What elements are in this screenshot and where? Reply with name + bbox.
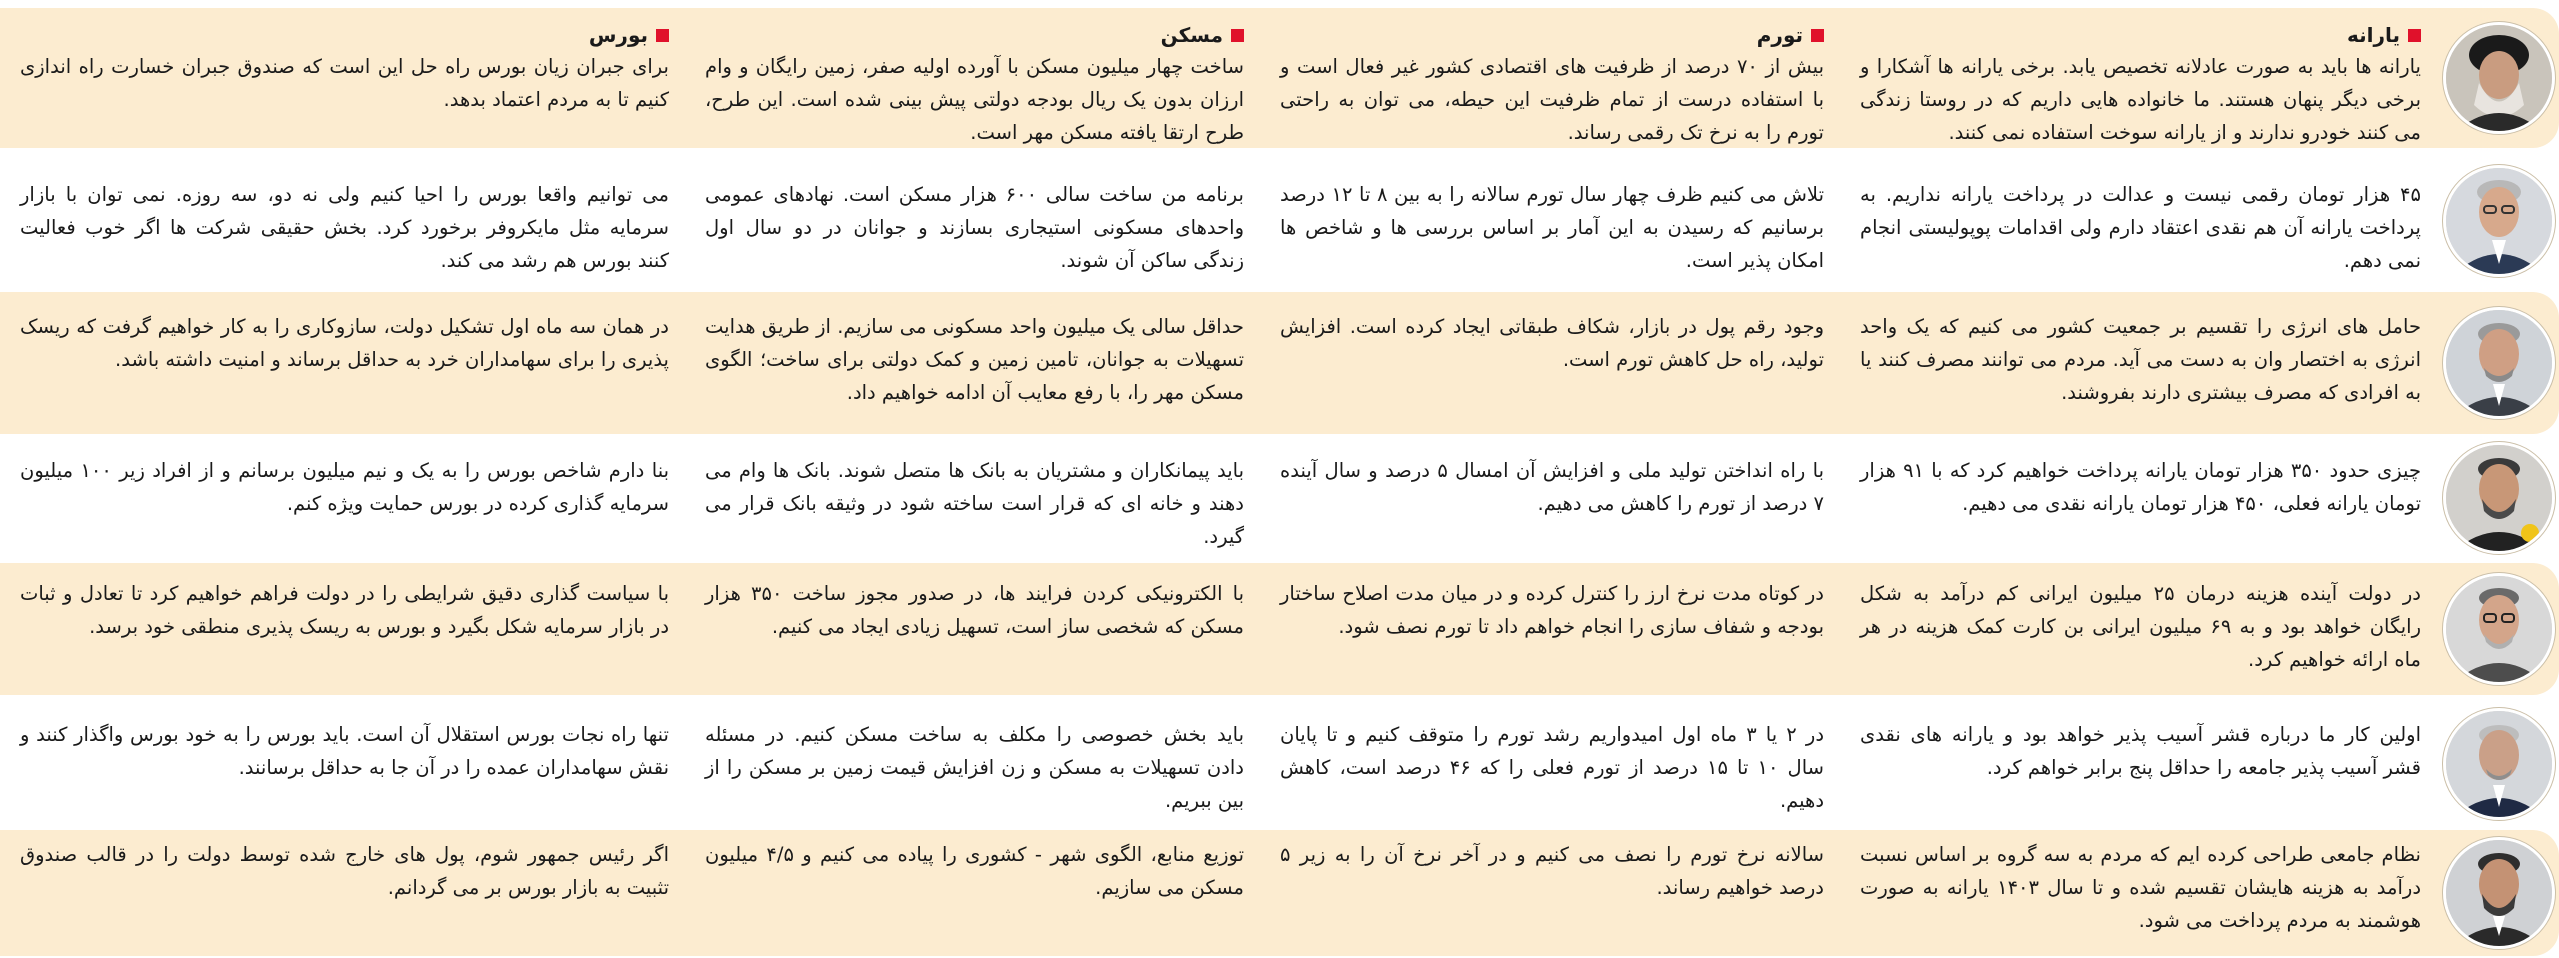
cell-text: توزیع منابع، الگوی شهر - کشوری را پیاده می کنیم و ۴/۵ میلیون مسکن می سازیم. [705, 843, 1245, 899]
candidate-avatar [2443, 708, 2555, 820]
candidate-avatar [2443, 22, 2555, 134]
cell-text: حامل های انرژی را تقسیم بر جمعیت کشور می کنیم که یک واحد انرژی به اختصار وان به دست می آید. مردم می توانند مصرف کنند یا به افرادی که مصرف بیشتری دارند بفروشند. [1860, 315, 2421, 404]
cell-text: در دولت آینده هزینه درمان ۲۵ میلیون ایرانی کم درآمد به شکل رایگان خواهد بود و به ۶۹ میلیون ایرانی بن کارت کمک هزینه در هر ماه ارائه خواهیم کرد. [1860, 582, 2421, 671]
cell-yaraneh [1842, 830, 2439, 956]
cell-tavarrom [1262, 158, 1842, 284]
candidate-avatar [2443, 837, 2555, 949]
candidate-avatar [2443, 307, 2555, 419]
cell-text: باید بخش خصوصی را مکلف به ساخت مسکن کنیم. در مسئله دادن تسهیلات به مسکن و زن افزایش قیمت زمین بر مسکن را از بین ببریم. [705, 723, 1244, 812]
cell-tavarrom [1262, 8, 1842, 148]
cell-text: بیش از ۷۰ درصد از ظرفیت های اقتصادی کشور غیر فعال است و با استفاده درست از تمام ظرفیت این حیطه، می توان به راحتی تورم را به نرخ تک رقمی رساند. [1280, 55, 1824, 144]
table-row [0, 700, 2559, 828]
photo-cell [2439, 158, 2559, 284]
cell-bourse [2, 830, 687, 956]
photo-cell [2439, 563, 2559, 695]
cell-tavarrom [1262, 700, 1842, 828]
cell-yaraneh [1842, 158, 2439, 284]
photo-cell [2439, 700, 2559, 828]
candidate-avatar [2443, 165, 2555, 277]
cell-text: نظام جامعی طراحی کرده ایم که مردم به سه گروه بر اساس نسبت درآمد به هزینه هایشان تقسیم شده و تا سال ۱۴۰۳ یارانه به صورت هوشمند به مردم پرداخت می شود. [1860, 843, 2421, 932]
cell-maskan [687, 158, 1262, 284]
cell-text: وجود رقم پول در بازار، شکاف طبقاتی ایجاد کرده است. افزایش تولید، راه حل کاهش تورم است. [1280, 315, 1824, 371]
cell-bourse [2, 158, 687, 284]
cell-bourse [2, 563, 687, 695]
cell-tavarrom [1262, 563, 1842, 695]
red-square-icon [2408, 29, 2421, 42]
table-row [0, 438, 2559, 558]
table-row [0, 292, 2559, 434]
cell-yaraneh [1842, 700, 2439, 828]
cell-text: حداقل سالی یک میلیون واحد مسکونی می سازیم. از طریق هدایت تسهیلات به جوانان، تامین زمین و کمک دولتی برای ساخت؛ الگوی مسکن مهر را، با رفع معایب آن ادامه خواهیم داد. [705, 315, 1244, 404]
column-header-yaraneh: یارانه [1860, 22, 2421, 48]
table-row [0, 8, 2559, 148]
cell-text: در کوتاه مدت نرخ ارز را کنترل کرده و در میان مدت اصلاح ساختار بودجه و شفاف سازی را انجام خواهم داد تا تورم نصف شود. [1280, 582, 1824, 638]
photo-cell [2439, 830, 2559, 956]
cell-text: با راه انداختن تولید ملی و افزایش آن امسال ۵ درصد و سال آینده ۷ درصد از تورم را کاهش می دهیم. [1280, 459, 1825, 515]
cell-text: ۴۵ هزار تومان رقمی نیست و عدالت در پرداخت یارانه نداریم. به پرداخت یارانه آن هم نقدی اعتقاد دارم ولی اقدامات پوپولیستی انجام نمی دهم. [1860, 183, 2421, 272]
candidate-avatar [2443, 573, 2555, 685]
cell-maskan [687, 8, 1262, 148]
cell-text: یارانه ها باید به صورت عادلانه تخصیص یابد. برخی یارانه ها آشکارا و برخی دیگر پنهان هستند. ما خانواده هایی داریم که در روستا زندگی می کنند خودرو ندارند و از یارانه سوخت استفاده نمی کنند. [1860, 55, 2421, 144]
cell-maskan [687, 563, 1262, 695]
cell-text: با الکترونیکی کردن فرایند ها، در صدور مجوز ساخت ۳۵۰ هزار مسکن که شخصی ساز است، تسهیل زیادی ایجاد می کنیم. [705, 582, 1244, 638]
cell-maskan [687, 292, 1262, 434]
cell-text: در همان سه ماه اول تشکیل دولت، سازوکاری را به کار خواهیم گرفت که ریسک پذیری را برای سهامداران خرد به حداقل برساند و امنیت داشته باشد. [20, 315, 669, 371]
cell-text: تنها راه نجات بورس استقلال آن است. باید بورس را به خود بورس واگذار کنند و نقش سهامداران عمده را در آن جا به حداقل برسانند. [20, 723, 669, 779]
cell-text: می توانیم واقعا بورس را احیا کنیم ولی نه دو، سه روزه. نمی توان با بازار سرمایه مثل مایکروفر برخورد کرد. بخش حقیقی شرکت ها اگر خوب فعالیت کنند بورس هم رشد می کند. [20, 183, 669, 272]
cell-text: سالانه نرخ تورم را نصف می کنیم و در آخر نرخ آن را به زیر ۵ درصد خواهیم رساند. [1280, 843, 1824, 899]
cell-bourse [2, 700, 687, 828]
cell-text: با سیاست گذاری دقیق شرایطی را در دولت فراهم خواهیم کرد تا تعادل و ثبات در بازار سرمایه شکل بگیرد و بورس به ریسک پذیری منطقی خود برسد. [20, 582, 669, 638]
cell-text: اگر رئیس جمهور شوم، پول های خارج شده توسط دولت را در قالب صندوق تثبیت به بازار بورس بر می گردانم. [20, 843, 669, 899]
cell-yaraneh [1842, 292, 2439, 434]
cell-text: چیزی حدود ۳۵۰ هزار تومان یارانه پرداخت خواهیم کرد که با ۹۱ هزار تومان یارانه فعلی، ۴۵۰ هزار تومان یارانه نقدی می دهیم. [1860, 459, 2421, 515]
table-row [0, 158, 2559, 284]
cell-text: باید پیمانکاران و مشتریان به بانک ها متصل شوند. بانک ها وام می دهند و خانه ای که قرار است ساخته شود در وثیقه بانک قرار می گیرد. [705, 459, 1244, 548]
cell-text: اولین کار ما درباره قشر آسیب پذیر خواهد بود و یارانه های نقدی قشر آسیب پذیر جامعه را حداقل پنج برابر خواهم کرد. [1860, 723, 2421, 779]
photo-cell [2439, 8, 2559, 148]
cell-text: برنامه من ساخت سالی ۶۰۰ هزار مسکن است. نهادهای عمومی واحدهای مسکونی استیجاری بسازند و جوانان در دو سال اول زندگی ساکن آن شوند. [705, 183, 1244, 272]
column-header-tavarrom: تورم [1280, 22, 1824, 48]
cell-bourse [2, 8, 687, 148]
cell-tavarrom [1262, 438, 1842, 558]
cell-tavarrom [1262, 830, 1842, 956]
column-header-maskan: مسکن [705, 22, 1244, 48]
cell-text: برای جبران زیان بورس راه حل این است که صندوق جبران خسارت راه اندازی کنیم تا به مردم اعتماد بدهد. [20, 55, 669, 111]
cell-yaraneh [1842, 438, 2439, 558]
table-row [0, 563, 2559, 695]
cell-yaraneh [1842, 563, 2439, 695]
photo-cell [2439, 292, 2559, 434]
red-square-icon [1811, 29, 1824, 42]
cell-text: ساخت چهار میلیون مسکن با آورده اولیه صفر، زمین رایگان و وام ارزان بدون یک ریال بودجه دولتی پیش بینی شده است. این طرح، طرح ارتقا یافته مسکن مهر است. [705, 55, 1244, 144]
cell-text: بنا دارم شاخص بورس را به یک و نیم میلیون برسانم و از افراد زیر ۱۰۰ میلیون سرمایه گذاری کرده در بورس حمایت ویژه کنم. [20, 459, 669, 515]
cell-tavarrom [1262, 292, 1842, 434]
table-row [0, 830, 2559, 956]
cell-text: در ۲ یا ۳ ماه اول امیدواریم رشد تورم را متوقف کنیم و تا پایان سال ۱۰ تا ۱۵ درصد از تورم فعلی را که ۴۶ درصد است، کاهش دهیم. [1280, 723, 1825, 812]
candidate-avatar [2443, 442, 2555, 554]
photo-cell [2439, 438, 2559, 558]
cell-bourse [2, 438, 687, 558]
cell-maskan [687, 438, 1262, 558]
red-square-icon [1231, 29, 1244, 42]
cell-yaraneh [1842, 8, 2439, 148]
cell-maskan [687, 830, 1262, 956]
column-header-bourse: بورس [20, 22, 669, 48]
cell-text: تلاش می کنیم ظرف چهار سال تورم سالانه را به بین ۸ تا ۱۲ درصد برسانیم که رسیدن به این آمار بر اساس بررسی ها و شاخص ها امکان پذیر است. [1280, 183, 1824, 272]
cell-maskan [687, 700, 1262, 828]
cell-bourse [2, 292, 687, 434]
red-square-icon [656, 29, 669, 42]
